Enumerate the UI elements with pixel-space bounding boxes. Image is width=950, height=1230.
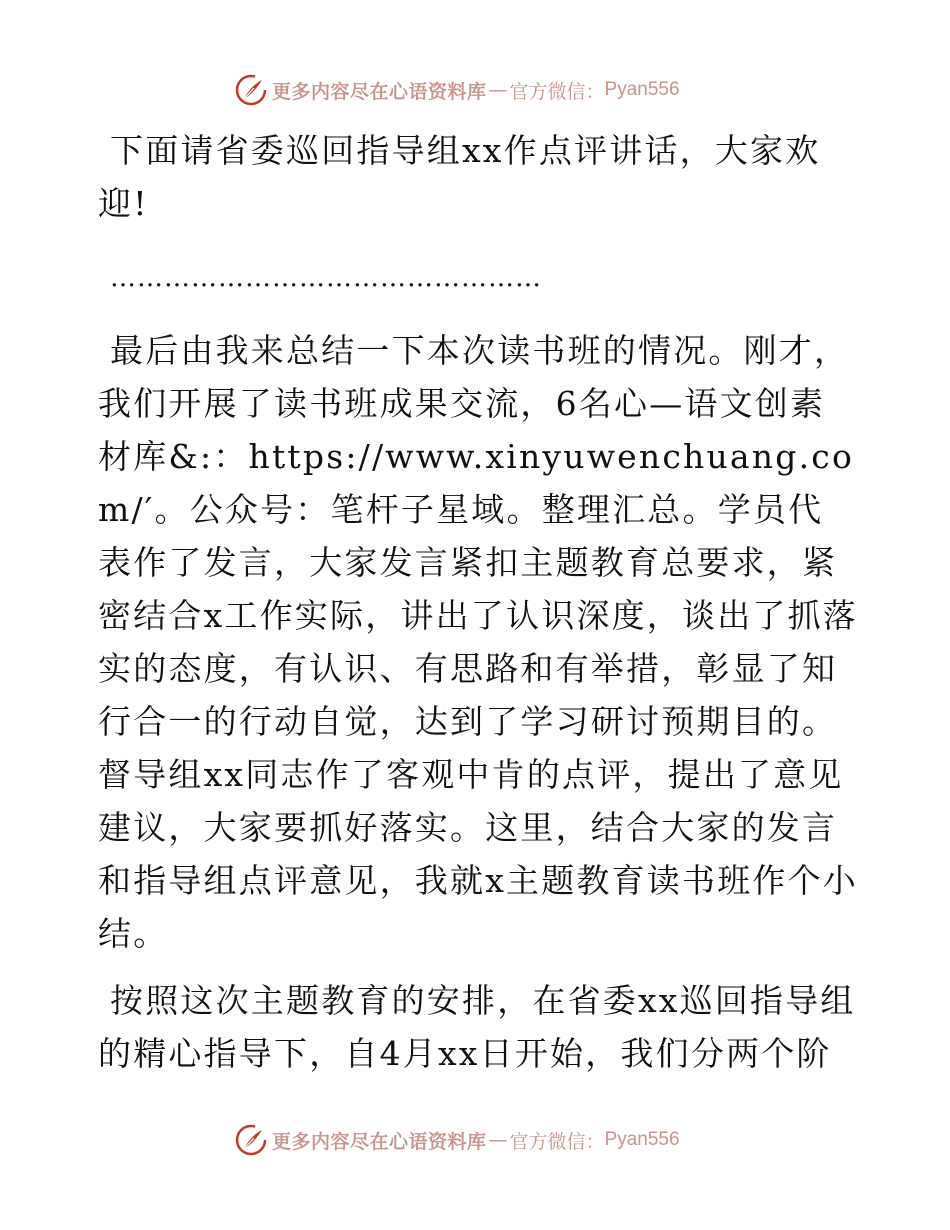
feather-quill-logo-icon bbox=[234, 73, 268, 107]
document-body bbox=[98, 120, 858, 1080]
footer-watermark bbox=[234, 1122, 680, 1158]
header-watermark bbox=[234, 72, 680, 108]
watermark-wechat-label: 官方微信： bbox=[509, 1130, 605, 1153]
feather-quill-logo-icon bbox=[234, 1123, 268, 1157]
paragraph-invitation: 下面请省委巡回指导组xx作点评讲话，大家欢迎! bbox=[98, 131, 821, 223]
paragraph-summary: 最后由我来总结一下本次读书班的情况。刚才，我们开展了读书班成果交流，6名心—语文创素材库&:：https://www.xinyuwenchuang.com/′。公众号：笔杆子星域。整理汇总。学员代表作了发言，大家发言紧扣主题教育总要求，紧密结合x工作实际，讲出了认识深度，谈出了抓落实的态度，有认识、有思路和有举措，彰显了知行合一的行动自觉，达到了学习研讨预期目的。督导组xx同志作了客观中肯的点评，提出了意见建议，大家要抓好落实。这里，结合大家的发言和指导组点评意见，我就x主题教育读书班作个小结。 bbox=[98, 331, 859, 953]
watermark-account: Pyan556 bbox=[604, 79, 680, 100]
watermark-brand-text: 更多内容尽在心语资料库 bbox=[272, 1130, 487, 1153]
watermark-dash: — bbox=[488, 1129, 508, 1151]
watermark-dash: — bbox=[488, 79, 508, 101]
ellipsis-divider: ………………………………………… bbox=[110, 263, 542, 293]
watermark-brand-text: 更多内容尽在心语资料库 bbox=[272, 80, 487, 103]
paragraph-arrangement: 按照这次主题教育的安排，在省委xx巡回指导组的精心指导下，自4月xx日开始，我们分两个阶 bbox=[98, 981, 856, 1073]
watermark-account: Pyan556 bbox=[604, 1129, 680, 1150]
watermark-wechat-label: 官方微信： bbox=[509, 80, 605, 103]
